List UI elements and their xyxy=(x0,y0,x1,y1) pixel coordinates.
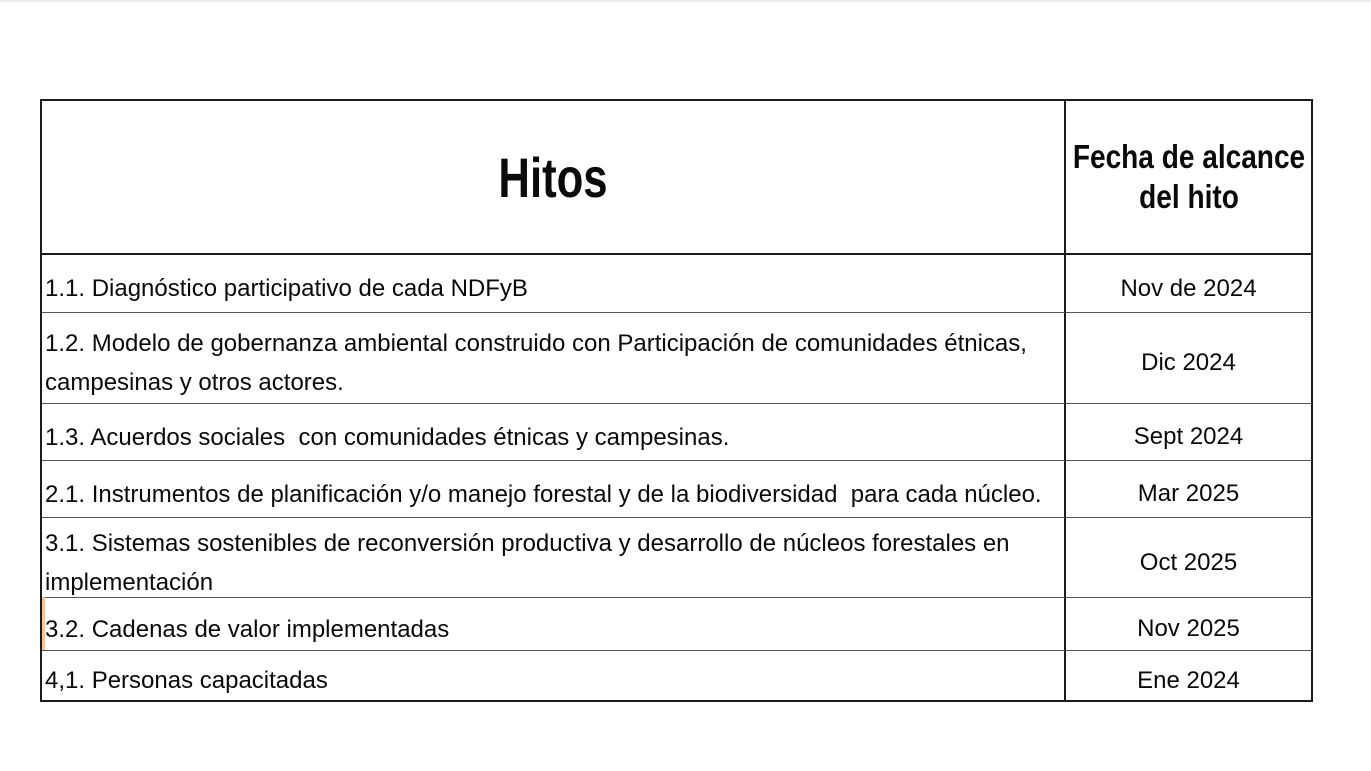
date-cell-4-1 xyxy=(1066,650,1311,700)
row-3-2-left-accent xyxy=(42,597,45,650)
date-text-1-3: Sept 2024 xyxy=(1133,423,1244,450)
milestone-cell-1-3 xyxy=(42,403,1066,460)
date-cell-1-1 xyxy=(1066,255,1311,312)
date-text-3-1: Oct 2025 xyxy=(1139,548,1238,576)
milestone-cell-2-1 xyxy=(42,460,1066,517)
milestone-cell-1-2 xyxy=(42,312,1066,403)
milestone-text-1-3: 1.3. Acuerdos sociales con comunidades étnicas y campesinas. xyxy=(45,423,730,451)
date-cell-3-2 xyxy=(1066,597,1311,650)
date-text-3-2: Nov 2025 xyxy=(1137,615,1240,642)
milestone-text-3-2: 3.2. Cadenas de valor implementadas xyxy=(45,615,450,643)
date-text-1-1: Nov de 2024 xyxy=(1120,274,1257,302)
date-cell-2-1 xyxy=(1066,460,1311,517)
date-text-1-2: Dic 2024 xyxy=(1141,349,1236,376)
window-top-edge xyxy=(0,0,1371,2)
milestones-table xyxy=(40,99,1313,702)
milestone-cell-3-1 xyxy=(42,517,1066,597)
milestone-text-3-1: 3.1. Sistemas sostenibles de reconversión productiva y desarrollo de núcleos forestales en implementación xyxy=(45,529,1017,596)
milestone-cell-3-2 xyxy=(42,597,1066,650)
milestone-cell-1-1 xyxy=(42,255,1066,312)
milestone-text-2-1: 2.1. Instrumentos de planificación y/o manejo forestal y de la biodiversidad para cada núcleo. xyxy=(45,480,1042,508)
date-text-4-1: Ene 2024 xyxy=(1137,666,1240,694)
milestone-text-1-2: 1.2. Modelo de gobernanza ambiental construido con Participación de comunidades étnicas, campesinas y otros actores. xyxy=(45,330,1034,396)
header-cell-hitos xyxy=(42,101,1066,255)
date-text-2-1: Mar 2025 xyxy=(1137,480,1240,507)
date-cell-1-2 xyxy=(1066,312,1311,403)
fecha-column-title: Fecha de alcance del hito xyxy=(1072,138,1305,215)
hitos-column-title: Hitos xyxy=(497,145,608,209)
milestone-text-4-1: 4,1. Personas capacitadas xyxy=(45,667,328,694)
milestone-text-1-1: 1.1. Diagnóstico participativo de cada NDFyB xyxy=(45,275,528,302)
header-cell-fecha xyxy=(1066,101,1311,255)
milestone-cell-4-1 xyxy=(42,650,1066,700)
date-cell-3-1 xyxy=(1066,517,1311,597)
date-cell-1-3 xyxy=(1066,403,1311,460)
